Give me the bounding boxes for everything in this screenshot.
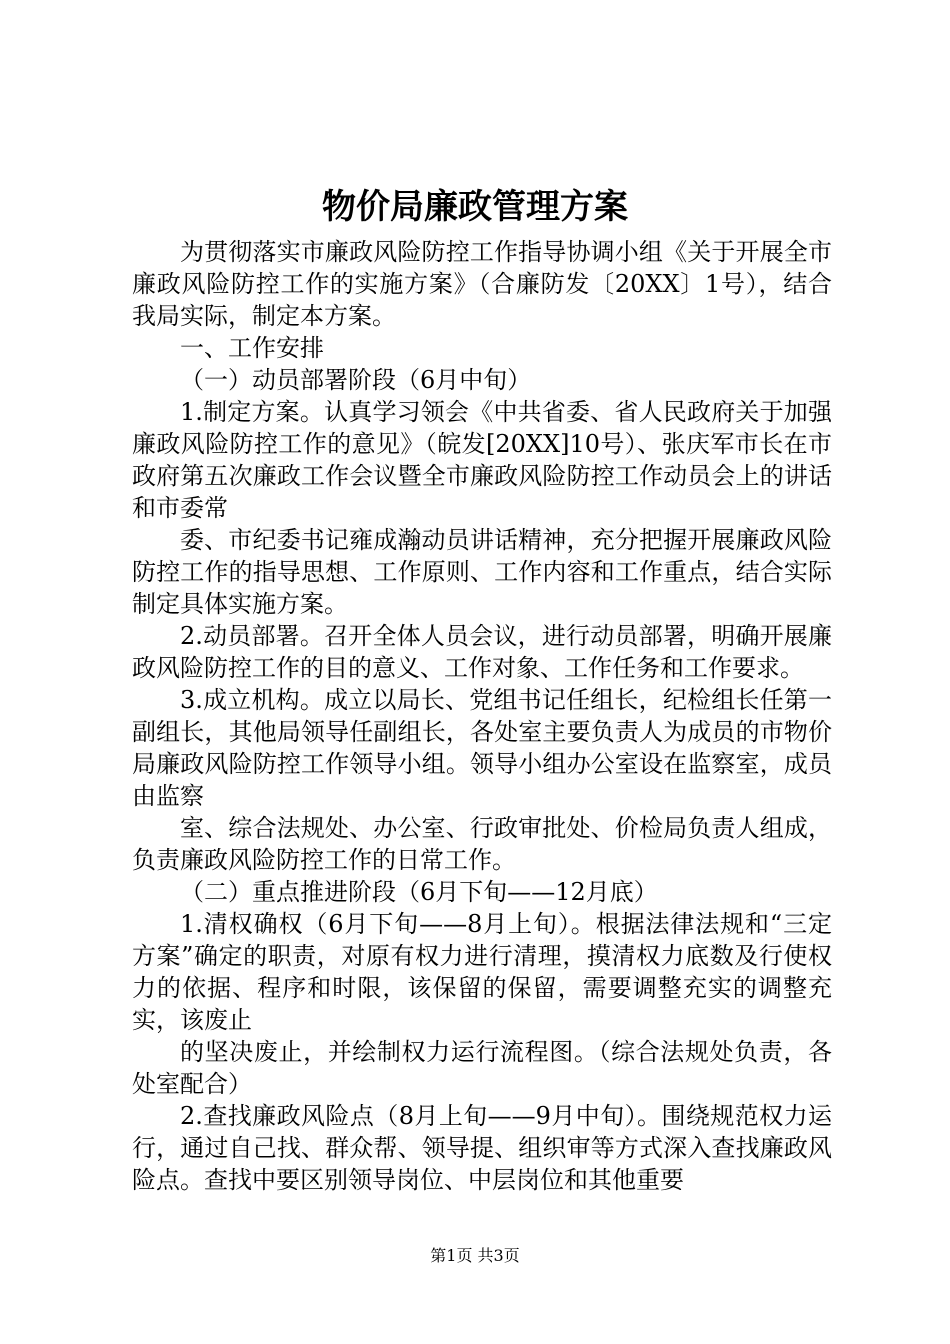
paragraph: 3.成立机构。成立以局长、党组书记任组长，纪检组长任第一副组长，其他局领导任副组长，各处室主要负责人为成员的市物价局廉政风险防控工作领导小组。领导小组办公室设在监察室，成员由监察 xyxy=(132,686,832,810)
document-body xyxy=(132,236,832,1196)
subsection-heading: （一）动员部署阶段（6月中旬） xyxy=(180,366,532,394)
paragraph: 2.动员部署。召开全体人员会议，进行动员部署，明确开展廉政风险防控工作的目的意义、工作对象、工作任务和工作要求。 xyxy=(132,622,832,682)
paragraph: 1.清权确权（6月下旬——8月上旬）。根据法律法规和“三定方案”确定的职责，对原有权力进行清理，摸清权力底数及行使权力的依据、程序和时限，该保留的保留，需要调整充实的调整充实，该废止 xyxy=(132,910,832,1034)
paragraph: 委、市纪委书记雍成瀚动员讲话精神，充分把握开展廉政风险防控工作的指导思想、工作原则、工作内容和工作重点，结合实际制定具体实施方案。 xyxy=(132,526,832,618)
paragraph: 2.查找廉政风险点（8月上旬——9月中旬）。围绕规范权力运行，通过自己找、群众帮、领导提、组织审等方式深入查找廉政风险点。查找中要区别领导岗位、中层岗位和其他重要 xyxy=(132,1102,832,1194)
page-footer: 第1页 共3页 xyxy=(430,1246,520,1265)
section-heading: 一、工作安排 xyxy=(180,334,324,362)
paragraph: 为贯彻落实市廉政风险防控工作指导协调小组《关于开展全市廉政风险防控工作的实施方案》（合廉防发〔20XX〕1号），结合我局实际，制定本方案。 xyxy=(132,238,832,330)
paragraph: 的坚决废止，并绘制权力运行流程图。（综合法规处负责，各处室配合） xyxy=(132,1038,832,1098)
document-title: 物价局廉政管理方案 xyxy=(322,187,628,227)
paragraph: 室、综合法规处、办公室、行政审批处、价检局负责人组成，负责廉政风险防控工作的日常工作。 xyxy=(132,814,832,874)
paragraph: 1.制定方案。认真学习领会《中共省委、省人民政府关于加强廉政风险防控工作的意见》（皖发[20XX]10号）、张庆军市长在市政府第五次廉政工作会议暨全市廉政风险防控工作动员会上的讲话和市委常 xyxy=(132,398,832,522)
subsection-heading: （二）重点推进阶段（6月下旬——12月底） xyxy=(180,878,658,906)
